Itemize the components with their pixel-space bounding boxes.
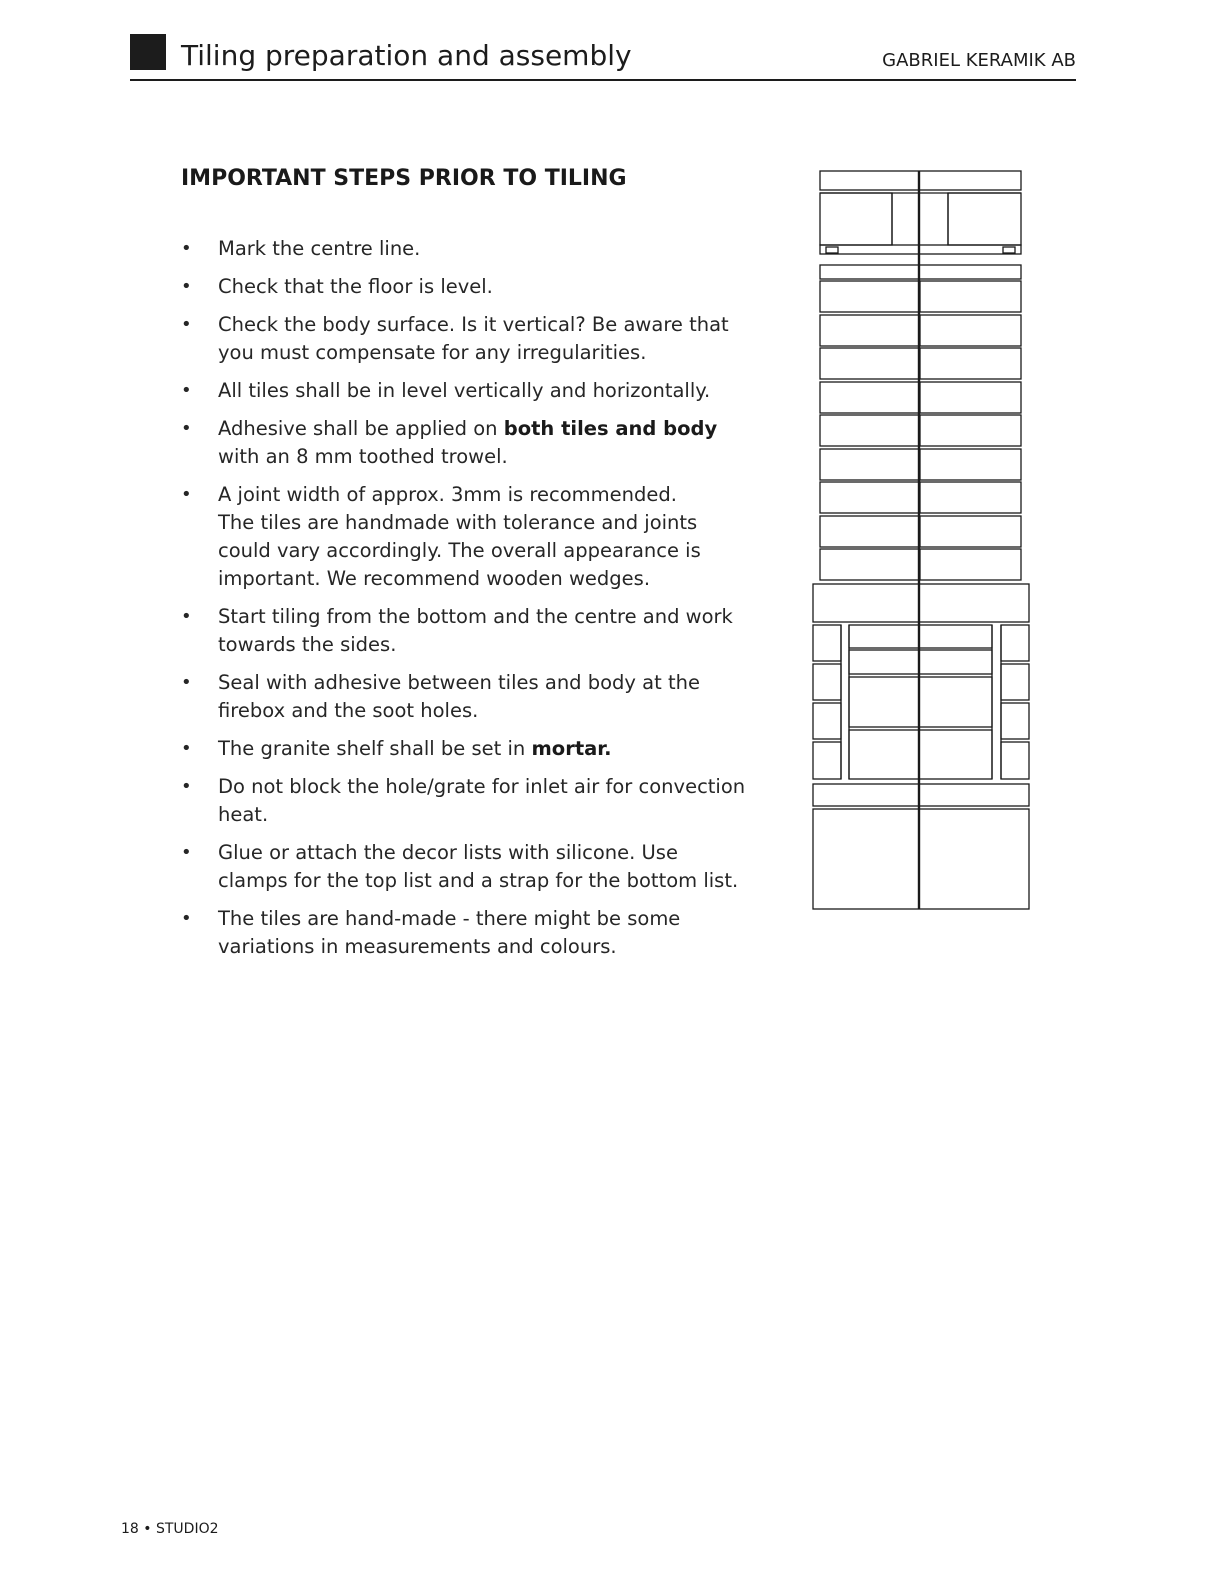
header-square-mark: [130, 34, 166, 70]
section-heading: IMPORTANT STEPS PRIOR TO TILING: [181, 166, 627, 191]
side-tile: [1001, 625, 1029, 661]
tile: [820, 549, 919, 580]
side-tile: [813, 664, 841, 700]
step-text-bold: both tiles and body: [503, 417, 718, 440]
step-text: Adhesive shall be applied on: [218, 417, 504, 440]
tile: [920, 382, 1021, 413]
step-text-bold: mortar.: [531, 737, 612, 760]
step-text: Check the body surface. Is it vertical? Be aware that: [218, 313, 729, 336]
side-tile: [813, 742, 841, 779]
step-text: Glue or attach the decor lists with silicone. Use: [218, 841, 678, 864]
step-text: clamps for the top list and a strap for the bottom list.: [218, 869, 739, 892]
step-text: Seal with adhesive between tiles and body at the: [218, 671, 700, 694]
tile: [920, 549, 1021, 580]
bullet: •: [181, 672, 192, 693]
firebox-section: [813, 625, 1029, 779]
top-list: [820, 171, 1021, 190]
bullet: •: [181, 380, 192, 401]
side-tile: [1001, 742, 1029, 779]
step-text: with an 8 mm toothed trowel.: [218, 445, 508, 468]
bullet: •: [181, 418, 192, 439]
side-tile: [813, 703, 841, 739]
plinth: [813, 809, 1029, 909]
firebox-tile: [849, 730, 992, 779]
tile: [820, 516, 919, 547]
step-item: [181, 311, 756, 367]
step-text: The granite shelf shall be set in: [218, 737, 532, 760]
step-text: Do not block the hole/grate for inlet air for convection: [218, 775, 746, 798]
step-item: [181, 481, 756, 593]
bullet: •: [181, 606, 192, 627]
firebox-tile: [849, 625, 992, 648]
step-item: [181, 773, 756, 829]
step-item: [181, 735, 756, 763]
company-name: GABRIEL KERAMIK AB: [882, 50, 1076, 71]
step-text: could vary accordingly. The overall appearance is: [218, 539, 701, 562]
step-text: towards the sides.: [218, 633, 397, 656]
bullet: •: [181, 238, 192, 259]
tile: [920, 281, 1021, 312]
granite-shelf: [813, 584, 1029, 622]
bullet: •: [181, 484, 192, 505]
step-text-line: [218, 735, 756, 763]
side-tile: [1001, 703, 1029, 739]
step-item: [181, 839, 756, 895]
step-text-line: [218, 415, 756, 443]
tile: [920, 482, 1021, 513]
stove-tiling-diagram: [806, 166, 1036, 914]
tile: [820, 348, 919, 379]
tile: [920, 348, 1021, 379]
tile: [920, 315, 1021, 346]
tile: [920, 449, 1021, 480]
step-text: Start tiling from the bottom and the centre and work: [218, 605, 733, 628]
step-text: The tiles are handmade with tolerance and joints: [218, 511, 698, 534]
step-item: [181, 273, 756, 301]
crown-notch-left: [826, 247, 838, 253]
tile: [820, 482, 919, 513]
side-tile: [1001, 664, 1029, 700]
firebox-tile: [849, 677, 992, 727]
step-text: Check that the floor is level.: [218, 275, 493, 298]
tile: [820, 315, 919, 346]
bullet: •: [181, 842, 192, 863]
tile-rows: [820, 281, 1021, 580]
tile: [820, 281, 919, 312]
step-text: heat.: [218, 803, 269, 826]
step-text: All tiles shall be in level vertically and horizontally.: [218, 379, 711, 402]
steps-list: [181, 235, 756, 971]
step-text: variations in measurements and colours.: [218, 935, 617, 958]
bullet: •: [181, 738, 192, 759]
tile: [920, 415, 1021, 446]
step-item: [181, 603, 756, 659]
crown-tile-right: [948, 193, 1021, 245]
tile: [920, 516, 1021, 547]
page-title: Tiling preparation and assembly: [181, 39, 632, 72]
step-text: firebox and the soot holes.: [218, 699, 479, 722]
thin-list: [820, 265, 1021, 279]
tile: [820, 415, 919, 446]
side-tile: [813, 625, 841, 661]
step-text: important. We recommend wooden wedges.: [218, 567, 651, 590]
bullet: •: [181, 776, 192, 797]
step-text: you must compensate for any irregularities.: [218, 341, 647, 364]
bottom-list: [813, 784, 1029, 806]
page-footer: 18 • STUDIO2: [121, 1521, 219, 1537]
step-item: [181, 905, 756, 961]
step-item: [181, 235, 756, 263]
step-text: Mark the centre line.: [218, 237, 421, 260]
header-divider: [130, 79, 1076, 81]
crown-tile-left: [820, 193, 892, 245]
step-text: A joint width of approx. 3mm is recommended.: [218, 483, 677, 506]
step-text: The tiles are hand-made - there might be some: [218, 907, 681, 930]
crown-base-strip: [820, 245, 1021, 254]
step-item: [181, 415, 756, 471]
step-item: [181, 669, 756, 725]
tile: [820, 449, 919, 480]
crown-notch-right: [1003, 247, 1015, 253]
bullet: •: [181, 314, 192, 335]
bullet: •: [181, 908, 192, 929]
firebox-tile: [849, 650, 992, 674]
bullet: •: [181, 276, 192, 297]
step-item: [181, 377, 756, 405]
tile: [820, 382, 919, 413]
